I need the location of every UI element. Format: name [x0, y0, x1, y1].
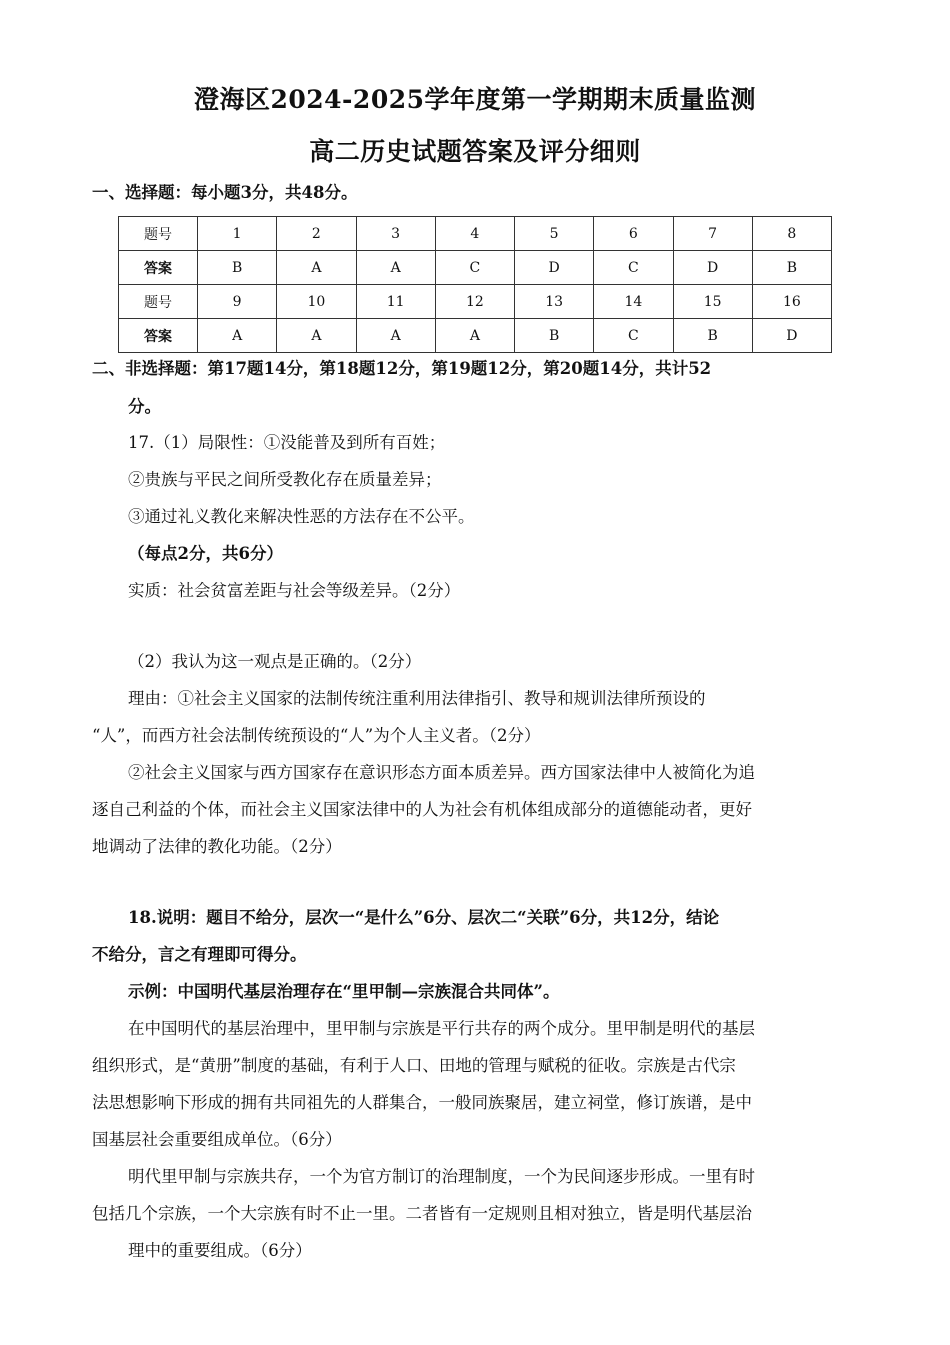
answer-label: 答案	[119, 251, 198, 285]
answer-cell: A	[277, 319, 356, 353]
answer-cell: A	[198, 319, 277, 353]
answer-cell: A	[356, 251, 435, 285]
q17-part2-reason: “人”，而西方社会法制传统预设的“人”为个人主义者。（2分）	[92, 726, 541, 745]
q17-part2-reason: 理由：①社会主义国家的法制传统注重利用法律指引、教导和规训法律所预设的	[128, 689, 706, 708]
q18-para2-line: 理中的重要组成。（6分）	[128, 1241, 312, 1260]
q18-para1-line: 国基层社会重要组成单位。（6分）	[92, 1130, 342, 1149]
answer-row	[119, 251, 832, 285]
answer-cell: A	[356, 319, 435, 353]
question-number: 14	[594, 285, 673, 319]
answer-table	[118, 216, 832, 353]
q18-note: 不给分，言之有理即可得分。	[92, 945, 307, 964]
q18-para1-line: 在中国明代的基层治理中，里甲制与宗族是平行共存的两个成分。里甲制是明代的基层	[128, 1019, 755, 1038]
section2-heading-cont: 分。	[128, 397, 161, 416]
q17-part1-line: 17.（1）局限性：①没能普及到所有百姓；	[128, 433, 446, 452]
answer-cell: D	[673, 251, 752, 285]
q18-example: 示例：中国明代基层治理存在“里甲制—宗族混合共同体”。	[128, 982, 560, 1001]
question-number: 15	[673, 285, 752, 319]
q17-part2-reason: 地调动了法律的教化功能。（2分）	[92, 837, 342, 856]
answer-cell: D	[515, 251, 594, 285]
question-number: 10	[277, 285, 356, 319]
question-number: 7	[673, 217, 752, 251]
section2-heading: 二、非选择题：第17题14分，第18题12分，第19题12分，第20题14分，共计52	[92, 359, 712, 378]
q17-part1-line: ③通过礼义教化来解决性恶的方法存在不公平。	[128, 507, 475, 526]
q17-part1-score: （每点2分，共6分）	[128, 544, 283, 563]
question-number: 6	[594, 217, 673, 251]
answer-label: 答案	[119, 319, 198, 353]
question-number: 13	[515, 285, 594, 319]
exam-title: 澄海区2024-2025学年度第一学期期末质量监测	[193, 85, 757, 114]
q17-part1-essence: 实质：社会贫富差距与社会等级差异。（2分）	[128, 581, 461, 600]
q18-para2-line: 包括几个宗族，一个大宗族有时不止一里。二者皆有一定规则且相对独立，皆是明代基层治	[92, 1204, 752, 1223]
exam-subtitle: 高二历史试题答案及评分细则	[309, 137, 641, 166]
q17-part2-reason: ②社会主义国家与西方国家存在意识形态方面本质差异。西方国家法律中人被简化为追	[128, 763, 755, 782]
question-number: 5	[515, 217, 594, 251]
q18-para1-line: 组织形式，是“黄册”制度的基础，有利于人口、田地的管理与赋税的征收。宗族是古代宗	[92, 1056, 736, 1075]
question-number: 3	[356, 217, 435, 251]
section1-heading: 一、选择题：每小题3分，共48分。	[92, 183, 358, 202]
question-number: 1	[198, 217, 277, 251]
answer-cell: B	[673, 319, 752, 353]
question-label: 题号	[119, 217, 198, 251]
question-number: 12	[435, 285, 514, 319]
q17-part1-line: ②贵族与平民之间所受教化存在质量差异；	[128, 470, 442, 489]
answer-cell: D	[752, 319, 831, 353]
answer-cell: B	[198, 251, 277, 285]
answer-cell: B	[515, 319, 594, 353]
answer-cell: C	[594, 251, 673, 285]
answer-cell: C	[594, 319, 673, 353]
question-number: 11	[356, 285, 435, 319]
q18-para1-line: 法思想影响下形成的拥有共同祖先的人群集合，一般同族聚居，建立祠堂，修订族谱，是中	[92, 1093, 752, 1112]
question-label: 题号	[119, 285, 198, 319]
q18-note: 18.说明：题目不给分，层次一“是什么”6分、层次二“关联”6分，共12分，结论	[128, 908, 720, 927]
answer-cell: A	[435, 319, 514, 353]
answer-cell: B	[752, 251, 831, 285]
question-number: 2	[277, 217, 356, 251]
question-number-row	[119, 285, 832, 319]
answer-cell: A	[277, 251, 356, 285]
question-number: 4	[435, 217, 514, 251]
q17-part2-line: （2）我认为这一观点是正确的。（2分）	[128, 652, 422, 671]
question-number-row	[119, 217, 832, 251]
question-number: 8	[752, 217, 831, 251]
q17-part2-reason: 逐自己利益的个体，而社会主义国家法律中的人为社会有机体组成部分的道德能动者，更好	[92, 800, 752, 819]
question-number: 9	[198, 285, 277, 319]
answer-row	[119, 319, 832, 353]
question-number: 16	[752, 285, 831, 319]
answer-cell: C	[435, 251, 514, 285]
q18-para2-line: 明代里甲制与宗族共存，一个为官方制订的治理制度，一个为民间逐步形成。一里有时	[128, 1167, 755, 1186]
